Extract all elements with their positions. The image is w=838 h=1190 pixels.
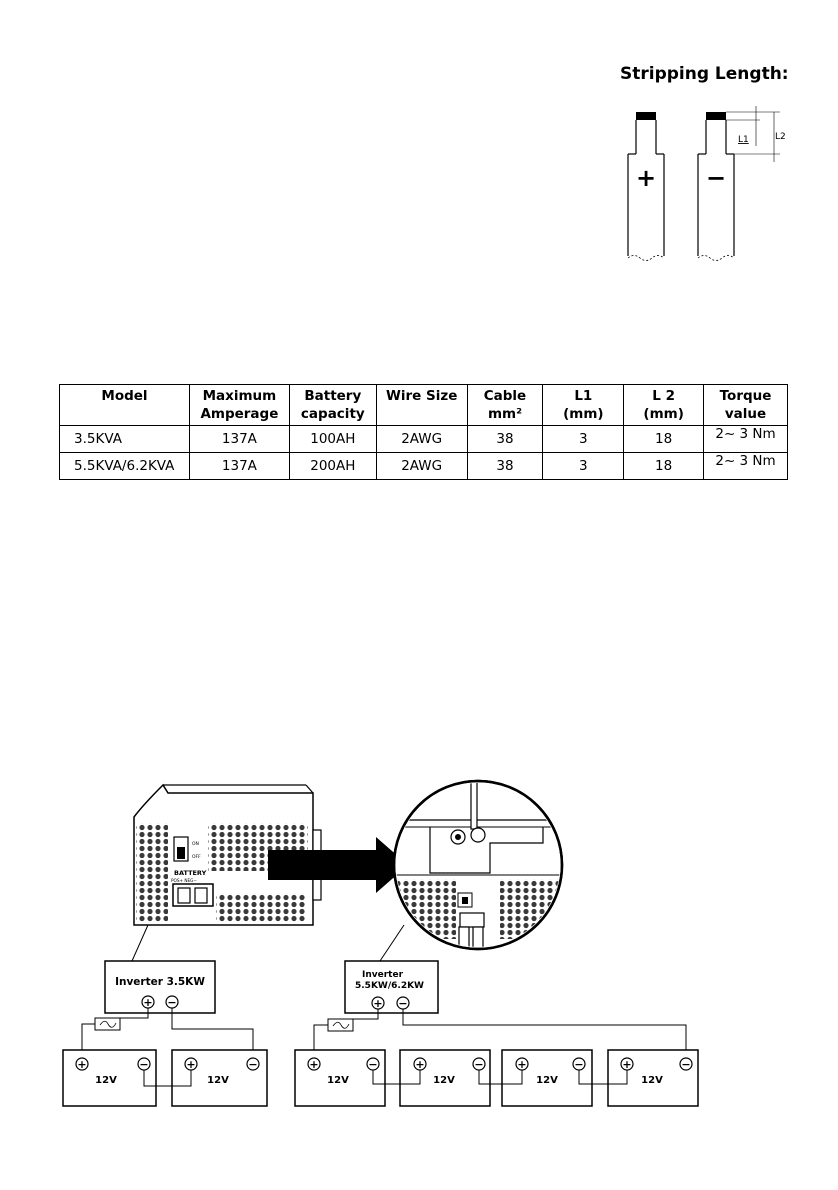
- header-battery-capacity: Battery capacity: [289, 385, 376, 426]
- svg-text:−: −: [139, 1058, 149, 1071]
- stripping-length-diagram: [612, 106, 792, 266]
- wiring-5-5kw-6-2kw: [295, 961, 698, 1106]
- header-cable: Cable mm²: [467, 385, 543, 426]
- header-wire-size: Wire Size: [376, 385, 467, 426]
- svg-text:12V: 12V: [95, 1075, 117, 1086]
- svg-text:−: −: [574, 1058, 584, 1071]
- minus-cable-tip: [706, 112, 726, 120]
- pos-neg-label: POS+ NEG−: [171, 878, 197, 883]
- l2-label: L2: [775, 132, 786, 142]
- svg-text:−: −: [368, 1058, 378, 1071]
- battery-connection-diagram: [58, 775, 718, 1115]
- svg-text:+: +: [309, 1058, 319, 1071]
- inverter-5-5kw-label-line2: 5.5KW/6.2KW: [355, 981, 424, 991]
- fuse: [95, 1018, 120, 1030]
- header-max-amperage: Maximum Amperage: [189, 385, 289, 426]
- svg-text:−: −: [398, 997, 408, 1010]
- table-row: 5.5KVA/6.2KVA 137A 200AH 2AWG 38 3 18 2~ 3 Nm: [60, 453, 788, 480]
- header-l2: L 2 (mm): [624, 385, 704, 426]
- screwdriver: [471, 777, 477, 829]
- table-row: 3.5KVA 137A 100AH 2AWG 38 3 18 2~ 3 Nm: [60, 426, 788, 453]
- battery-terminal-label: BATTERY: [174, 869, 207, 877]
- switch-on-label: ON: [192, 842, 199, 847]
- svg-text:−: −: [474, 1058, 484, 1071]
- svg-text:+: +: [517, 1058, 527, 1071]
- svg-text:12V: 12V: [536, 1075, 558, 1086]
- stripping-length-title: Stripping Length:: [620, 64, 789, 84]
- table-header-row: [60, 385, 788, 426]
- svg-text:+: +: [143, 996, 153, 1009]
- svg-text:12V: 12V: [207, 1075, 229, 1086]
- svg-text:+: +: [186, 1058, 196, 1071]
- svg-text:12V: 12V: [641, 1075, 663, 1086]
- plus-cable-tip: [636, 112, 656, 120]
- svg-text:+: +: [373, 997, 383, 1010]
- header-model: Model: [60, 385, 190, 426]
- terminal-zoom-view: [388, 777, 570, 967]
- l1-label: L1: [738, 135, 749, 145]
- inverter-5-5kw-label-line1: Inverter: [362, 970, 404, 980]
- svg-text:+: +: [415, 1058, 425, 1071]
- fuse: [328, 1019, 353, 1031]
- minus-sign: −: [705, 164, 727, 192]
- header-l1: L1 (mm): [543, 385, 624, 426]
- header-torque: Torque value: [704, 385, 788, 426]
- wiring-3-5kw: [63, 961, 267, 1106]
- inverter-3-5kw-label: Inverter 3.5KW: [115, 976, 205, 988]
- switch-off-label: OFF: [192, 855, 201, 860]
- svg-text:−: −: [681, 1058, 691, 1071]
- svg-text:+: +: [77, 1058, 87, 1071]
- svg-text:12V: 12V: [433, 1075, 455, 1086]
- plus-sign: +: [635, 164, 657, 192]
- svg-text:+: +: [622, 1058, 632, 1071]
- cable-spec-table: [59, 384, 788, 480]
- svg-text:−: −: [248, 1058, 258, 1071]
- svg-text:12V: 12V: [327, 1075, 349, 1086]
- svg-text:−: −: [167, 996, 177, 1009]
